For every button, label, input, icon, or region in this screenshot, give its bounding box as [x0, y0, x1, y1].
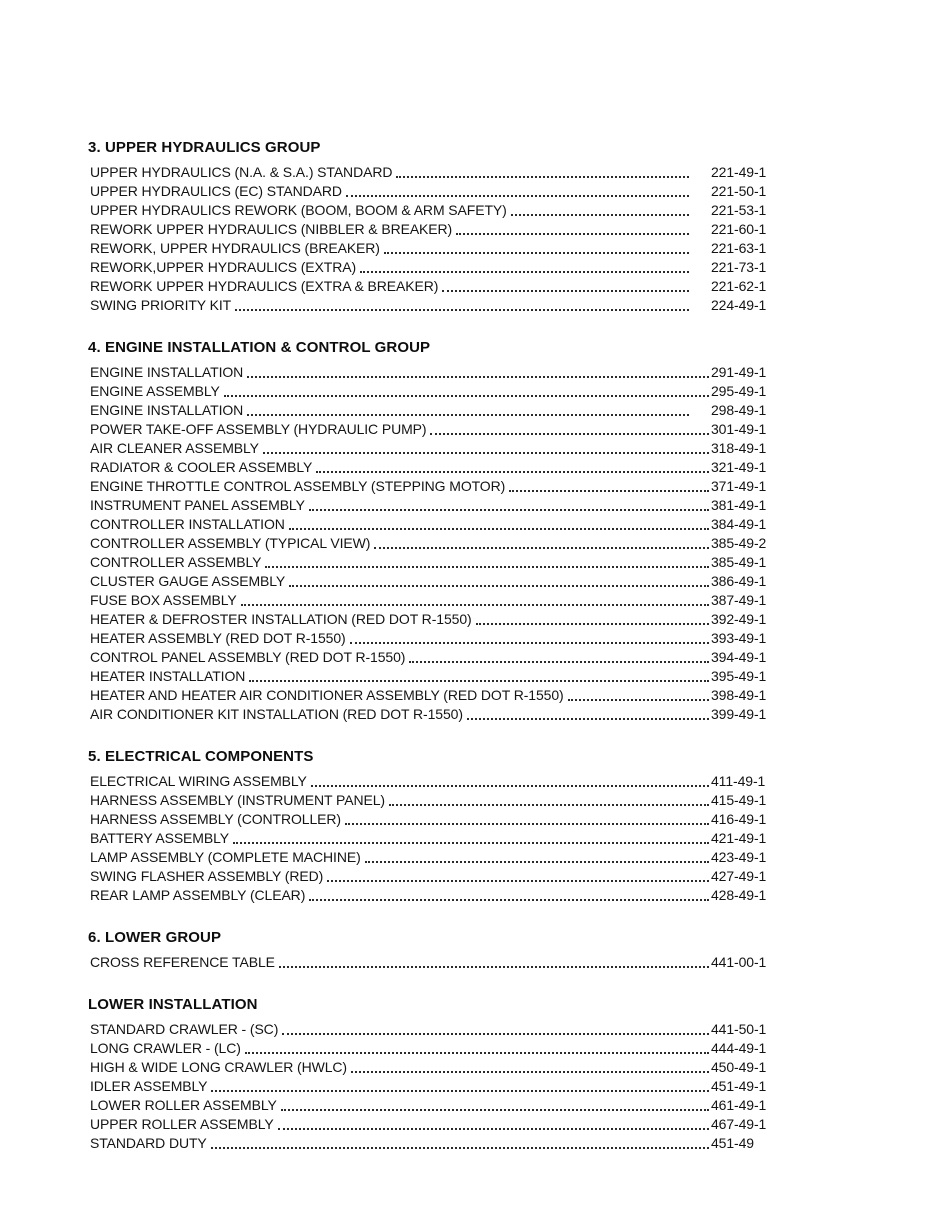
toc-entry-page-number: 386-49-1 — [711, 573, 767, 589]
toc-entry-page-number: 461-49-1 — [711, 1097, 767, 1113]
toc-entry-page-number: 467-49-1 — [711, 1116, 767, 1132]
toc-entry-page-number: 221-49-1 — [711, 164, 767, 180]
toc-entry — [90, 772, 777, 791]
toc-entry-page-number: 415-49-1 — [711, 792, 767, 808]
toc-entry-label: STANDARD CRAWLER - (SC) — [90, 1021, 279, 1037]
toc-entry — [90, 382, 777, 401]
toc-entry-page-number: 291-49-1 — [711, 364, 767, 380]
dotted-leader — [438, 277, 711, 296]
toc-entry-label: BATTERY ASSEMBLY — [90, 830, 229, 846]
toc-entry-page-number: 318-49-1 — [711, 440, 767, 456]
toc-entry-label: RADIATOR & COOLER ASSEMBLY — [90, 459, 313, 475]
toc-entry-page-number: 221-63-1 — [711, 240, 767, 256]
toc-entry-page-number: 321-49-1 — [711, 459, 767, 475]
toc-entry — [90, 848, 777, 867]
toc-entry-page-number: 298-49-1 — [711, 402, 767, 418]
toc-entry — [90, 239, 777, 258]
toc-entry — [90, 477, 777, 496]
toc-entry-label: CONTROL PANEL ASSEMBLY (RED DOT R-1550) — [90, 649, 406, 665]
toc-section — [90, 995, 777, 1153]
toc-entry-label: POWER TAKE-OFF ASSEMBLY (HYDRAULIC PUMP) — [90, 421, 427, 437]
toc-entry-page-number: 221-50-1 — [711, 183, 767, 199]
toc-entry — [90, 667, 777, 686]
toc-entry-label: CONTROLLER INSTALLATION — [90, 516, 285, 532]
section-heading: 3. UPPER HYDRAULICS GROUP — [88, 139, 321, 156]
toc-entry-page-number: 393-49-1 — [711, 630, 767, 646]
toc-entry-page-number: 385-49-2 — [711, 535, 767, 551]
dotted-leader — [342, 182, 711, 201]
toc-entry — [90, 258, 777, 277]
toc-entry-page-number: 450-49-1 — [711, 1059, 767, 1075]
dotted-leader — [347, 1058, 711, 1077]
toc-entry-label: REWORK,UPPER HYDRAULICS (EXTRA) — [90, 259, 357, 275]
toc-entry-label: REAR LAMP ASSEMBLY (CLEAR) — [90, 887, 306, 903]
toc-entry-label: CROSS REFERENCE TABLE — [90, 954, 275, 970]
toc-entry-label: FUSE BOX ASSEMBLY — [90, 592, 237, 608]
toc-entry — [90, 953, 777, 972]
toc-entry-page-number: 444-49-1 — [711, 1040, 767, 1056]
toc-entry — [90, 163, 777, 182]
dotted-leader — [285, 572, 711, 591]
toc-entry-page-number: 224-49-1 — [711, 297, 767, 313]
toc-entry — [90, 705, 777, 724]
toc-entry — [90, 791, 777, 810]
toc-entry-page-number: 441-00-1 — [711, 954, 767, 970]
dotted-leader — [341, 810, 711, 829]
dotted-leader — [207, 1134, 711, 1153]
toc-entry-page-number: 428-49-1 — [711, 887, 767, 903]
dotted-leader — [237, 591, 711, 610]
toc-entry-label: REWORK UPPER HYDRAULICS (EXTRA & BREAKER) — [90, 278, 439, 294]
toc-entry-label: ENGINE INSTALLATION — [90, 402, 244, 418]
toc-entry-label: SWING FLASHER ASSEMBLY (RED) — [90, 868, 324, 884]
toc-entry — [90, 515, 777, 534]
toc-entry — [90, 867, 777, 886]
toc-entry-page-number: 423-49-1 — [711, 849, 767, 865]
dotted-leader — [385, 791, 711, 810]
dotted-leader — [307, 772, 711, 791]
toc-entry — [90, 363, 777, 382]
toc-entry — [90, 1039, 777, 1058]
toc-entry — [90, 534, 777, 553]
toc-entry-label: HEATER INSTALLATION — [90, 668, 246, 684]
toc-entry-label: ENGINE ASSEMBLY — [90, 383, 220, 399]
dotted-leader — [505, 477, 711, 496]
dotted-leader — [274, 1115, 711, 1134]
toc-entry — [90, 572, 777, 591]
dotted-leader — [207, 1077, 711, 1096]
toc-section — [90, 928, 777, 972]
toc-content — [90, 138, 777, 1176]
toc-entry-page-number: 221-62-1 — [711, 278, 767, 294]
toc-entry-page-number: 221-53-1 — [711, 202, 767, 218]
toc-entry-page-number: 427-49-1 — [711, 868, 767, 884]
toc-entry — [90, 810, 777, 829]
toc-entry-page-number: 295-49-1 — [711, 383, 767, 399]
toc-entry-label: AIR CONDITIONER KIT INSTALLATION (RED DOT R-1550) — [90, 706, 463, 722]
toc-entry-label: HARNESS ASSEMBLY (CONTROLLER) — [90, 811, 341, 827]
toc-entry — [90, 610, 777, 629]
dotted-leader — [564, 686, 711, 705]
toc-entry — [90, 1020, 777, 1039]
dotted-leader — [277, 1096, 711, 1115]
toc-entry — [90, 496, 777, 515]
toc-entry — [90, 401, 777, 420]
toc-entry-page-number: 451-49 — [711, 1135, 754, 1151]
toc-entry — [90, 1134, 777, 1153]
dotted-leader — [285, 515, 711, 534]
dotted-leader — [305, 496, 711, 515]
toc-entry — [90, 1115, 777, 1134]
dotted-leader — [370, 534, 711, 553]
toc-entry-label: UPPER HYDRAULICS REWORK (BOOM, BOOM & ARM SAFETY) — [90, 202, 507, 218]
toc-entry-page-number: 441-50-1 — [711, 1021, 767, 1037]
dotted-leader — [275, 953, 711, 972]
dotted-leader — [231, 296, 711, 315]
toc-entry-page-number: 221-73-1 — [711, 259, 767, 275]
toc-entry-label: INSTRUMENT PANEL ASSEMBLY — [90, 497, 305, 513]
toc-entry — [90, 458, 777, 477]
toc-entry-label: AIR CLEANER ASSEMBLY — [90, 440, 259, 456]
toc-entry-label: IDLER ASSEMBLY — [90, 1078, 208, 1094]
toc-entry-page-number: 451-49-1 — [711, 1078, 767, 1094]
toc-entry-label: HEATER ASSEMBLY (RED DOT R-1550) — [90, 630, 346, 646]
toc-entry — [90, 1096, 777, 1115]
dotted-leader — [323, 867, 711, 886]
dotted-leader — [463, 705, 711, 724]
toc-entry-label: LAMP ASSEMBLY (COMPLETE MACHINE) — [90, 849, 361, 865]
dotted-leader — [220, 382, 711, 401]
dotted-leader — [452, 220, 711, 239]
toc-entry-label: ENGINE INSTALLATION — [90, 364, 244, 380]
section-heading: 6. LOWER GROUP — [88, 929, 222, 946]
toc-entry — [90, 296, 777, 315]
toc-entry-page-number: 385-49-1 — [711, 554, 767, 570]
toc-entry — [90, 686, 777, 705]
section-heading: LOWER INSTALLATION — [88, 996, 258, 1013]
toc-entry-page-number: 381-49-1 — [711, 497, 767, 513]
dotted-leader — [278, 1020, 711, 1039]
toc-entry-label: REWORK UPPER HYDRAULICS (NIBBLER & BREAKER) — [90, 221, 453, 237]
section-heading: 5. ELECTRICAL COMPONENTS — [88, 748, 314, 765]
toc-section — [90, 338, 777, 724]
dotted-leader — [229, 829, 711, 848]
toc-entry — [90, 220, 777, 239]
toc-entry-label: LOWER ROLLER ASSEMBLY — [90, 1097, 277, 1113]
toc-entry-label: CONTROLLER ASSEMBLY (TYPICAL VIEW) — [90, 535, 371, 551]
toc-entry — [90, 1077, 777, 1096]
toc-entry-page-number: 221-60-1 — [711, 221, 767, 237]
toc-entry-page-number: 421-49-1 — [711, 830, 767, 846]
toc-entry-page-number: 384-49-1 — [711, 516, 767, 532]
toc-entry-page-number: 411-49-1 — [711, 773, 766, 789]
toc-entry — [90, 591, 777, 610]
dotted-leader — [472, 610, 711, 629]
toc-entry-page-number: 301-49-1 — [711, 421, 767, 437]
toc-entry-label: ELECTRICAL WIRING ASSEMBLY — [90, 773, 307, 789]
toc-section — [90, 138, 777, 315]
toc-entry-label: HIGH & WIDE LONG CRAWLER (HWLC) — [90, 1059, 347, 1075]
toc-entry — [90, 648, 777, 667]
dotted-leader — [241, 1039, 711, 1058]
toc-entry-label: UPPER HYDRAULICS (N.A. & S.A.) STANDARD — [90, 164, 393, 180]
toc-entry — [90, 886, 777, 905]
dotted-leader — [243, 363, 711, 382]
dotted-leader — [305, 886, 711, 905]
dotted-leader — [405, 648, 711, 667]
dotted-leader — [312, 458, 711, 477]
dotted-leader — [261, 553, 711, 572]
toc-entry-label: SWING PRIORITY KIT — [90, 297, 232, 313]
toc-entry-label: UPPER ROLLER ASSEMBLY — [90, 1116, 274, 1132]
toc-entry — [90, 277, 777, 296]
toc-entry — [90, 439, 777, 458]
toc-entry-page-number: 398-49-1 — [711, 687, 767, 703]
dotted-leader — [245, 667, 711, 686]
toc-entry — [90, 201, 777, 220]
toc-entry-label: HARNESS ASSEMBLY (INSTRUMENT PANEL) — [90, 792, 385, 808]
toc-entry-page-number: 392-49-1 — [711, 611, 767, 627]
toc-entry-label: CONTROLLER ASSEMBLY — [90, 554, 262, 570]
toc-entry — [90, 829, 777, 848]
toc-entry — [90, 420, 777, 439]
toc-entry-page-number: 395-49-1 — [711, 668, 767, 684]
toc-entry-label: ENGINE THROTTLE CONTROL ASSEMBLY (STEPPING MOTOR) — [90, 478, 506, 494]
toc-entry-label: REWORK, UPPER HYDRAULICS (BREAKER) — [90, 240, 380, 256]
toc-entry — [90, 629, 777, 648]
dotted-leader — [361, 848, 711, 867]
dotted-leader — [259, 439, 711, 458]
toc-section — [90, 747, 777, 905]
dotted-leader — [356, 258, 711, 277]
toc-entry-label: HEATER AND HEATER AIR CONDITIONER ASSEMBLY (RED DOT R-1550) — [90, 687, 564, 703]
dotted-leader — [426, 420, 711, 439]
dotted-leader — [392, 163, 711, 182]
toc-entry-label: UPPER HYDRAULICS (EC) STANDARD — [90, 183, 342, 199]
toc-entry-label: CLUSTER GAUGE ASSEMBLY — [90, 573, 286, 589]
toc-entry-page-number: 387-49-1 — [711, 592, 767, 608]
dotted-leader — [243, 401, 711, 420]
section-heading: 4. ENGINE INSTALLATION & CONTROL GROUP — [88, 339, 431, 356]
toc-entry — [90, 182, 777, 201]
toc-entry — [90, 1058, 777, 1077]
toc-entry-page-number: 371-49-1 — [711, 478, 767, 494]
toc-entry-label: LONG CRAWLER - (LC) — [90, 1040, 241, 1056]
toc-entry-page-number: 394-49-1 — [711, 649, 767, 665]
toc-entry-page-number: 416-49-1 — [711, 811, 767, 827]
dotted-leader — [346, 629, 711, 648]
toc-entry-label: STANDARD DUTY — [90, 1135, 207, 1151]
toc-entry-page-number: 399-49-1 — [711, 706, 767, 722]
dotted-leader — [507, 201, 711, 220]
toc-entry-label: HEATER & DEFROSTER INSTALLATION (RED DOT R-1550) — [90, 611, 472, 627]
toc-entry — [90, 553, 777, 572]
dotted-leader — [380, 239, 711, 258]
